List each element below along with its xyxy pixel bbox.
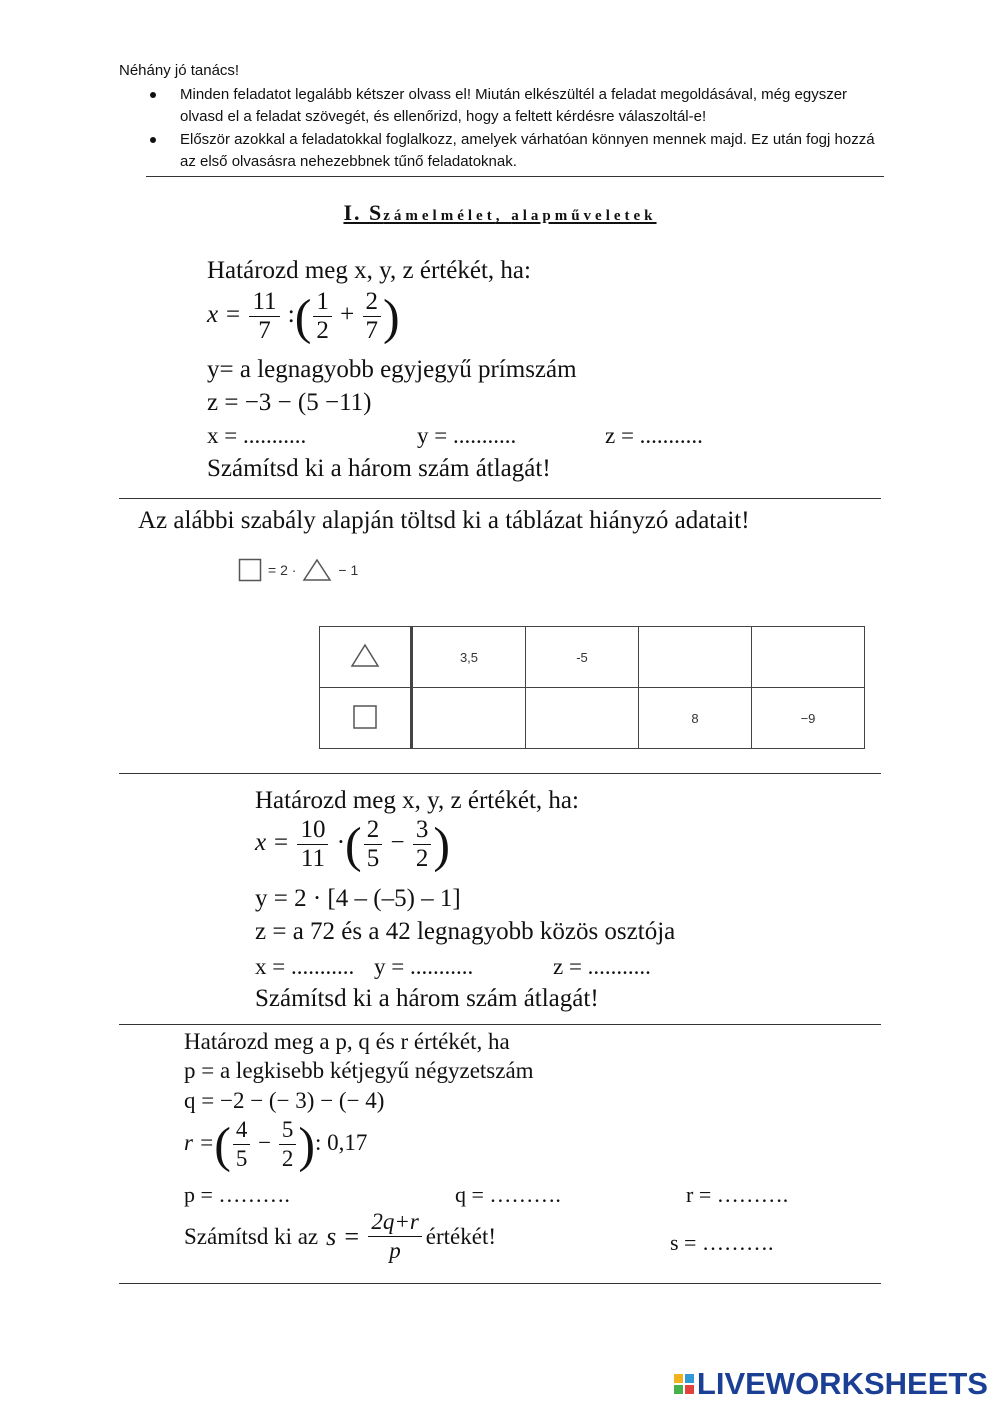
task3-z-line: z = a 72 és a 42 legnagyobb közös osztója xyxy=(255,918,676,945)
divider xyxy=(119,773,881,774)
task1-answer-z[interactable]: z = ........... xyxy=(605,423,703,448)
logo-square xyxy=(674,1385,683,1394)
square-header xyxy=(320,688,412,749)
table-cell-input[interactable] xyxy=(526,688,639,749)
table-cell-input[interactable] xyxy=(412,688,526,749)
fraction: $\frac{2q+r}{p}$ xyxy=(368,1208,421,1265)
task4-q-line: q = −2 − (− 3) − (− 4) xyxy=(184,1088,385,1113)
paren: ( xyxy=(294,288,312,345)
fraction: $\frac{2}{5}$ xyxy=(364,816,383,873)
tip-item xyxy=(146,129,886,173)
task4-r-formula xyxy=(184,1116,367,1173)
task2-intro: Az alábbi szabály alapján töltsd ki a táblázat hiányzó adatait! xyxy=(138,507,750,534)
table-cell: −9 xyxy=(752,688,865,749)
square-icon xyxy=(352,704,378,730)
table-cell: -5 xyxy=(526,627,639,688)
bullet-icon xyxy=(150,137,156,143)
tip-text: Először azokkal a feladatokkal foglalkozz, amelyek várhatóan könnyen mennek majd. Ez után fogj hozzá az első olvasásra nehezebbnek tűnő feladatoknak. xyxy=(180,131,875,170)
table-cell-input[interactable] xyxy=(752,627,865,688)
operator: : xyxy=(287,301,295,329)
task4-p-line: p = a legkisebb kétjegyű négyzetszám xyxy=(184,1058,534,1083)
logo-icon xyxy=(674,1374,694,1394)
paren: ( xyxy=(214,1116,231,1173)
task4-answer-r[interactable]: r = ………. xyxy=(686,1182,789,1207)
fraction: $\frac{11}{7}$ xyxy=(249,288,279,345)
paren: ) xyxy=(383,288,400,345)
table-cell: 8 xyxy=(639,688,752,749)
logo-square xyxy=(685,1374,694,1383)
task1-x-lhs: x = xyxy=(207,301,242,329)
logo-square xyxy=(685,1385,694,1394)
task4-answer-p[interactable]: p = ………. xyxy=(184,1182,290,1207)
task3-answer-z[interactable]: z = ........... xyxy=(553,954,651,979)
task4-final-pre: Számítsd ki az xyxy=(184,1223,319,1249)
fraction: $\frac{4}{5}$ xyxy=(233,1116,251,1173)
paren: ) xyxy=(298,1116,316,1173)
task3-final: Számítsd ki a három szám átlagát! xyxy=(255,985,599,1012)
task4-answer-s[interactable]: s = ………. xyxy=(670,1230,774,1255)
fraction: $\frac{5}{2}$ xyxy=(279,1116,297,1173)
task3-x-lhs: x = xyxy=(255,829,290,857)
section-word2: alapműveletek xyxy=(511,208,657,224)
task3-x-formula xyxy=(255,816,450,873)
task2-rule xyxy=(238,558,358,582)
task1-final: Számítsd ki a három szám átlagát! xyxy=(207,455,551,482)
task1-intro: Határozd meg x, y, z értékét, ha: xyxy=(207,257,531,284)
operator: + xyxy=(340,301,355,329)
task1-y-line: y= a legnagyobb egyjegyű prímszám xyxy=(207,356,577,383)
table-row xyxy=(320,627,865,688)
task4-intro: Határozd meg a p, q és r értékét, ha xyxy=(184,1029,510,1054)
fraction: $\frac{2}{7}$ xyxy=(363,288,382,345)
rule-eq: = 2 · xyxy=(268,562,297,578)
r-tail: : 0,17 xyxy=(315,1129,368,1155)
section-numeral: I. S xyxy=(343,200,384,225)
section-sep: , xyxy=(495,208,512,224)
square-icon xyxy=(238,558,262,582)
divider xyxy=(146,176,884,177)
rule-minus: − 1 xyxy=(338,562,359,578)
logo-square xyxy=(674,1374,683,1383)
task1-z-line: z = −3 − (5 −11) xyxy=(207,389,372,416)
liveworksheets-logo xyxy=(674,1366,988,1402)
paren: ) xyxy=(433,816,450,873)
fraction: $\frac{1}{2}$ xyxy=(313,288,332,345)
task1-answer-x[interactable]: x = ........... xyxy=(207,423,307,448)
fraction: $\frac{3}{2}$ xyxy=(413,816,432,873)
divider xyxy=(119,1283,881,1284)
task4-s-lhs: s = xyxy=(326,1221,361,1251)
task3-y-line: y = 2 · [4 – (–5) – 1] xyxy=(255,885,461,912)
triangle-icon xyxy=(302,558,332,582)
rule-table xyxy=(319,626,865,749)
table-cell: 3,5 xyxy=(412,627,526,688)
task4-answer-q[interactable]: q = ………. xyxy=(455,1182,561,1207)
section-word1: zámelmélet xyxy=(383,208,496,224)
tip-text: Minden feladatot legalább kétszer olvass el! Miután elkészültél a feladat megoldásával, még egyszer olvasd el a feladat szövegét, és ellenőrizd, hogy a feltett kérdésre válaszoltál-e! xyxy=(180,86,848,125)
task3-intro: Határozd meg x, y, z értékét, ha: xyxy=(255,787,579,814)
table-cell-input[interactable] xyxy=(639,627,752,688)
tip-item xyxy=(146,84,886,128)
logo-text: LIVEWORKSHEETS xyxy=(696,1366,988,1401)
task1-answer-y[interactable]: y = ........... xyxy=(417,423,517,448)
fraction: $\frac{10}{11}$ xyxy=(297,816,328,873)
divider xyxy=(119,1024,881,1025)
triangle-icon xyxy=(350,643,380,669)
task1-x-formula xyxy=(207,288,400,345)
task4-final-post: értékét! xyxy=(425,1223,497,1249)
task4-r-lhs: r = xyxy=(184,1129,215,1155)
triangle-header xyxy=(320,627,412,688)
operator: · xyxy=(336,829,346,857)
bullet-icon xyxy=(150,92,156,98)
paren: ( xyxy=(345,816,362,873)
section-title xyxy=(0,200,1000,226)
task3-answer-y[interactable]: y = ........... xyxy=(374,954,474,979)
task3-answer-x[interactable]: x = ........... xyxy=(255,954,355,979)
operator: − xyxy=(390,829,405,857)
operator: − xyxy=(258,1129,272,1155)
table-row xyxy=(320,688,865,749)
tips-title: Néhány jó tanács! xyxy=(119,62,240,79)
task4-s-formula xyxy=(184,1208,496,1265)
divider xyxy=(119,498,881,499)
